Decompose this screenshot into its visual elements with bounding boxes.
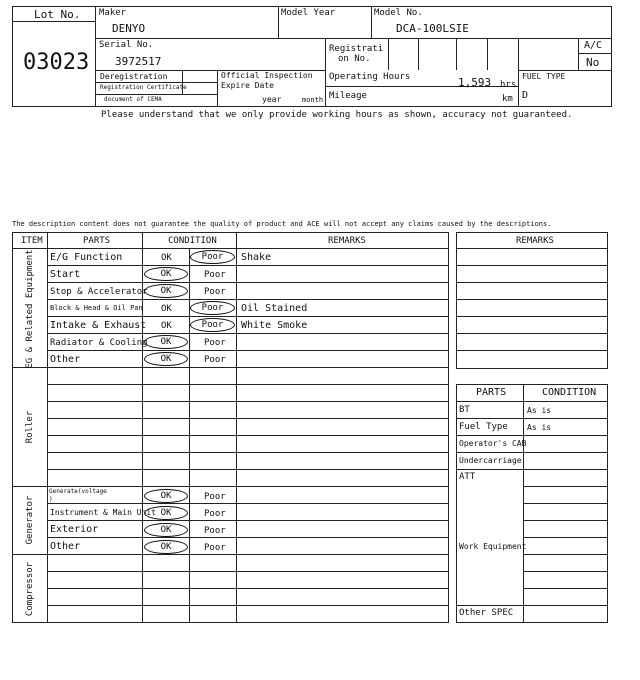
grid-line: [47, 520, 449, 521]
grid-line: [456, 452, 608, 453]
col-condition: CONDITION: [168, 236, 217, 246]
part-eg-function: E/G Function: [50, 252, 123, 263]
grid-line: [456, 418, 608, 419]
part-instrument: Instrument & Main Unit: [50, 508, 156, 517]
fuel-type-value: D: [522, 90, 529, 101]
part-undercarriage: Undercarriage: [459, 456, 522, 465]
registration-label: Registrati: [329, 44, 384, 54]
month-label: month: [302, 96, 324, 104]
grid-line: [456, 316, 608, 317]
part-other: Other: [50, 354, 81, 365]
grid-line: [456, 248, 608, 249]
lot-number: 03023: [23, 50, 90, 75]
ok-selected: OK: [144, 267, 188, 281]
part-other: Other: [50, 541, 81, 552]
part-generate-voltage: Generate(voltage: [49, 488, 107, 495]
grid-line: [47, 418, 449, 419]
grid-line: [47, 299, 449, 300]
grid-line: [47, 469, 449, 470]
grid-line: [456, 605, 524, 606]
mileage-label: Mileage: [329, 91, 367, 101]
grid-line: [47, 282, 449, 283]
part-intake-exhaust: Intake & Exhaust: [50, 320, 147, 331]
grid-line: [47, 350, 449, 351]
grid-line: [523, 554, 608, 555]
grid-line: [523, 486, 608, 487]
grid-line: [523, 605, 608, 606]
grid-line: [523, 520, 608, 521]
grid-line: [47, 605, 449, 606]
col-parts: PARTS: [83, 236, 111, 246]
model-year-label: Model Year: [281, 8, 336, 18]
grid-line: [456, 401, 608, 402]
grid-line: [47, 503, 449, 504]
ok-selected: OK: [144, 506, 188, 520]
grid-line: [47, 265, 449, 266]
ok-label: OK: [161, 253, 172, 263]
poor-selected: Poor: [190, 250, 235, 264]
disclaimer: The description content does not guarantee the quality of product and ACE will not accept any claims caused by the descriptions.: [12, 220, 552, 228]
grid-line: [456, 435, 608, 436]
poor-label: Poor: [204, 509, 226, 519]
grid-line: [456, 350, 608, 351]
deregistration-label: Deregistration: [100, 72, 168, 81]
operating-hours-label: Operating Hours: [329, 72, 411, 82]
right-condition-header: CONDITION: [542, 387, 597, 398]
grid-line: [523, 503, 608, 504]
group-compressor: Compressor: [25, 561, 35, 617]
km-label: km: [502, 94, 513, 104]
ok-selected: OK: [144, 523, 188, 537]
part-fuel-type: Fuel Type: [459, 422, 508, 432]
grid-line: [456, 282, 608, 283]
grid-line: [47, 452, 449, 453]
registration-label-2: on No.: [338, 54, 371, 64]
poor-selected: Poor: [190, 318, 235, 332]
col-item: ITEM: [21, 236, 43, 246]
poor-label: Poor: [204, 492, 226, 502]
grid-line: [47, 571, 449, 572]
poor-label: Poor: [204, 287, 226, 297]
grid-line: [523, 537, 608, 538]
poor-label: Poor: [204, 543, 226, 553]
ok-selected: OK: [144, 352, 188, 366]
doc-cema-label: document of CEMA: [104, 96, 162, 103]
group-generator: Generator: [25, 495, 35, 545]
grid-line: [523, 571, 608, 572]
maker-label: Maker: [99, 8, 127, 18]
serial-value: 3972517: [115, 55, 162, 68]
ok-selected: OK: [144, 489, 188, 503]
part-generate-voltage-2: ): [49, 496, 53, 503]
poor-label: Poor: [204, 355, 226, 365]
grid-line: [523, 588, 608, 589]
model-no-label: Model No.: [374, 8, 423, 18]
hours-notice: Please understand that we only provide working hours as shown, accuracy not guaranteed.: [101, 110, 573, 120]
grid-line: [47, 316, 449, 317]
grid-line: [47, 401, 449, 402]
grid-line: [456, 333, 608, 334]
ok-label: OK: [161, 304, 172, 314]
model-no-value: DCA-100LSIE: [396, 22, 469, 35]
part-other-spec: Other SPEC: [459, 608, 514, 618]
group-eg: EG & Related Equipment: [25, 249, 35, 369]
official-inspection-label: Official Inspection: [221, 71, 313, 80]
part-operator-cab: Operator's CAB: [459, 439, 527, 448]
part-radiator: Radiator & Cooling: [50, 338, 148, 348]
hrs-label: hrs: [500, 80, 517, 90]
grid-line: [456, 469, 608, 470]
part-att: ATT: [459, 472, 476, 482]
grid-line: [47, 333, 449, 334]
fuel-type-label: FUEL TYPE: [522, 72, 566, 81]
poor-selected: Poor: [190, 301, 235, 315]
grid-line: [47, 384, 449, 385]
poor-label: Poor: [204, 526, 226, 536]
expire-date-label: Expire Date: [221, 81, 274, 90]
remark-oil-stained: Oil Stained: [241, 303, 308, 314]
serial-label: Serial No.: [99, 40, 154, 50]
remark-white-smoke: White Smoke: [241, 320, 308, 331]
year-label: year: [262, 95, 282, 104]
cond-fuel-type: As is: [527, 423, 552, 432]
lot-label: Lot No.: [34, 8, 81, 21]
grid-line: [456, 299, 608, 300]
grid-line: [456, 265, 608, 266]
col-remarks: REMARKS: [328, 236, 366, 246]
cond-bt: As is: [527, 406, 552, 415]
part-exterior: Exterior: [50, 524, 99, 535]
part-work-equipment: Work Equipment: [459, 542, 527, 551]
maker-value: DENYO: [112, 22, 146, 35]
operating-hours-value: 1,593: [458, 76, 492, 89]
reg-cert-label: Registration Certificate: [100, 84, 187, 91]
part-start: Start: [50, 269, 81, 280]
part-block-head: Block & Head & Oil Pan: [50, 304, 143, 312]
part-stop-accelerator: Stop & Accelerator: [50, 287, 148, 297]
ok-selected: OK: [144, 540, 188, 554]
ok-label: OK: [161, 321, 172, 331]
right-remarks-header: REMARKS: [516, 236, 554, 246]
remark-shake: Shake: [241, 252, 272, 263]
poor-label: Poor: [204, 338, 226, 348]
grid-line: [47, 537, 449, 538]
ok-selected: OK: [144, 335, 188, 349]
ok-selected: OK: [144, 284, 188, 298]
grid-line: [47, 435, 449, 436]
ac-label: A/C: [584, 40, 603, 51]
group-roller: Roller: [25, 410, 35, 444]
ac-value: No: [586, 56, 600, 69]
poor-label: Poor: [204, 270, 226, 280]
right-parts-header: PARTS: [476, 387, 507, 398]
part-bt: BT: [459, 405, 470, 415]
grid-line: [47, 588, 449, 589]
